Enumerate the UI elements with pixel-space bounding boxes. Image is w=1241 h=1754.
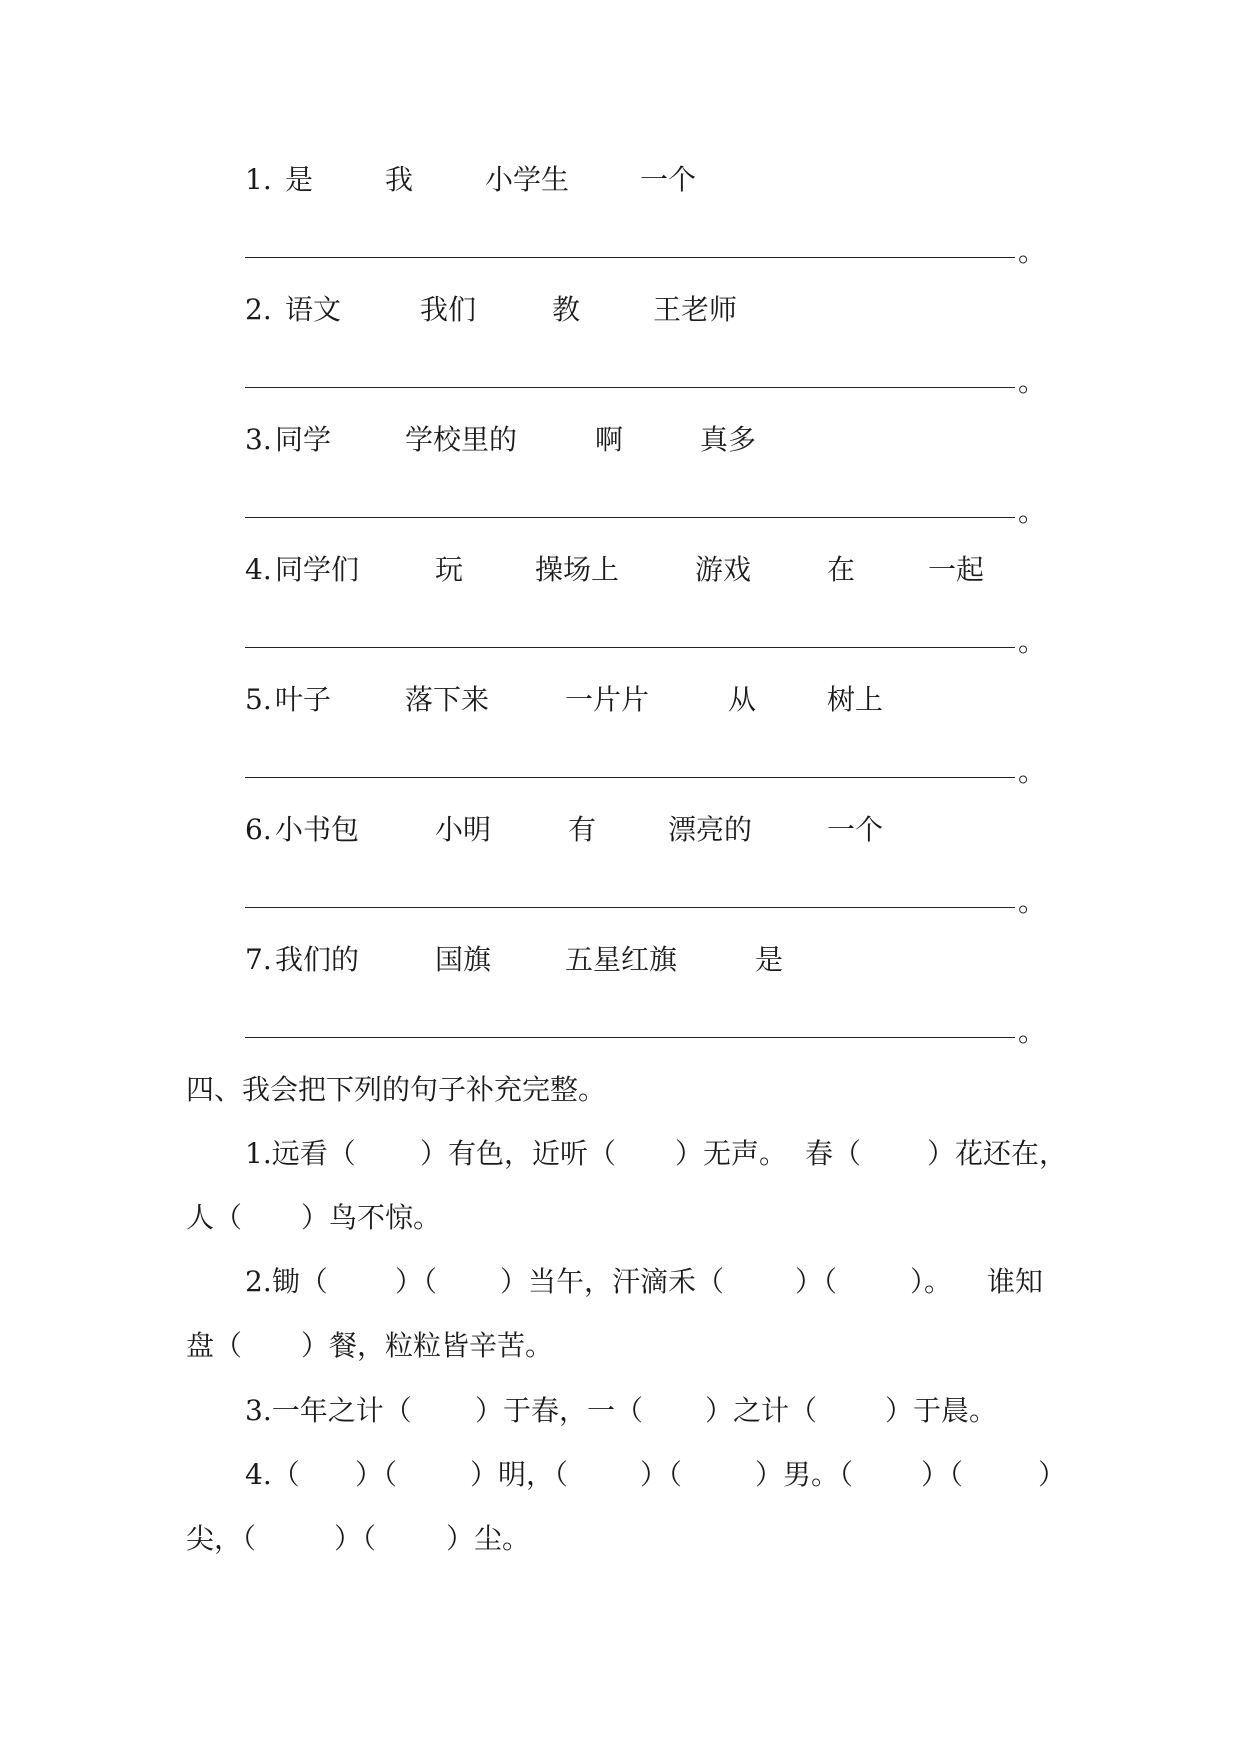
- item-number: 6.: [245, 813, 272, 846]
- fill-text: 盘（: [186, 1329, 243, 1362]
- sentence-end-mark: 。: [1018, 495, 1047, 528]
- word-tile: 啊: [595, 423, 624, 456]
- word-tile: 小书包: [275, 813, 360, 846]
- word-tile: 语文: [285, 293, 342, 326]
- section-heading: 四、我会把下列的句子补充完整。: [186, 1073, 607, 1106]
- fill-text: ）（: [355, 1458, 398, 1491]
- word-tile: 五星红旗: [565, 943, 678, 976]
- item-number: 5.: [245, 683, 272, 716]
- answer-line[interactable]: [245, 387, 1015, 388]
- word-tile: 真多: [700, 423, 757, 456]
- fill-text: ）花还在，: [927, 1137, 1068, 1170]
- answer-line[interactable]: [245, 647, 1015, 648]
- answer-line[interactable]: [245, 907, 1015, 908]
- fill-text: ）（: [921, 1458, 964, 1491]
- word-tile: 有: [568, 813, 597, 846]
- word-tile: 学校里的: [405, 423, 518, 456]
- word-tile: 小学生: [485, 163, 570, 196]
- item-number: 4.: [245, 553, 272, 586]
- answer-line[interactable]: [245, 1037, 1015, 1038]
- word-tile: 教: [552, 293, 581, 326]
- word-tile: 从: [728, 683, 757, 716]
- word-tile: 小明: [435, 813, 492, 846]
- item-number: 1.: [245, 163, 272, 196]
- sentence-end-mark: 。: [1018, 625, 1047, 658]
- fill-text: 春（: [805, 1137, 862, 1170]
- fill-text: ）之计（: [705, 1394, 818, 1427]
- answer-line[interactable]: [245, 517, 1015, 518]
- fill-text: ）明，（: [470, 1458, 569, 1491]
- fill-text: 尖，（: [186, 1522, 257, 1555]
- word-tile: 玩: [435, 553, 464, 586]
- fill-text: ）于晨。: [885, 1394, 998, 1427]
- fill-text: ）（: [795, 1265, 838, 1298]
- fill-text: 谁知: [987, 1265, 1044, 1298]
- word-tile: 我们: [420, 293, 477, 326]
- word-tile: 在: [827, 553, 856, 586]
- fill-text: ）尘。: [446, 1522, 531, 1555]
- fill-text: 4.（: [245, 1458, 300, 1491]
- answer-line[interactable]: [245, 257, 1015, 258]
- sentence-end-mark: 。: [1018, 235, 1047, 268]
- word-tile: 我: [385, 163, 414, 196]
- fill-text: 人（: [186, 1201, 243, 1234]
- word-tile: 一个: [827, 813, 884, 846]
- fill-text: 1.远看（: [245, 1137, 356, 1170]
- sentence-end-mark: 。: [1018, 1015, 1047, 1048]
- word-tile: 王老师: [653, 293, 738, 326]
- fill-text: ）当午，汗滴禾（: [500, 1265, 725, 1298]
- word-tile: 树上: [827, 683, 884, 716]
- sentence-end-mark: 。: [1018, 885, 1047, 918]
- word-tile: 是: [755, 943, 784, 976]
- fill-text: ）（: [395, 1265, 438, 1298]
- sentence-end-mark: 。: [1018, 755, 1047, 788]
- fill-text: ）（: [640, 1458, 683, 1491]
- fill-text: ）餐，粒粒皆辛苦。: [301, 1329, 554, 1362]
- word-tile: 一片片: [565, 683, 650, 716]
- fill-text: ）（: [334, 1522, 377, 1555]
- item-number: 7.: [245, 943, 272, 976]
- word-tile: 叶子: [275, 683, 332, 716]
- fill-text: ）: [1038, 1458, 1067, 1491]
- word-tile: 操场上: [535, 553, 620, 586]
- item-number: 3.: [245, 423, 272, 456]
- fill-text: ）有色，近听（: [420, 1137, 617, 1170]
- sentence-end-mark: 。: [1018, 365, 1047, 398]
- fill-text: ）鸟不惊。: [301, 1201, 442, 1234]
- word-tile: 游戏: [695, 553, 752, 586]
- word-tile: 是: [285, 163, 314, 196]
- fill-text: ）男。（: [755, 1458, 854, 1491]
- fill-text: ）于春，一（: [475, 1394, 644, 1427]
- fill-text: 3.一年之计（: [245, 1394, 412, 1427]
- word-tile: 国旗: [435, 943, 492, 976]
- word-tile: 一个: [640, 163, 697, 196]
- word-tile: 漂亮的: [668, 813, 753, 846]
- word-tile: 落下来: [405, 683, 490, 716]
- fill-text: ）。: [910, 1265, 953, 1298]
- item-number: 2.: [245, 293, 272, 326]
- word-tile: 我们的: [275, 943, 360, 976]
- answer-line[interactable]: [245, 777, 1015, 778]
- word-tile: 同学: [275, 423, 332, 456]
- word-tile: 一起: [928, 553, 985, 586]
- fill-text: 2.锄（: [245, 1265, 328, 1298]
- fill-text: ）无声。: [675, 1137, 788, 1170]
- word-tile: 同学们: [275, 553, 360, 586]
